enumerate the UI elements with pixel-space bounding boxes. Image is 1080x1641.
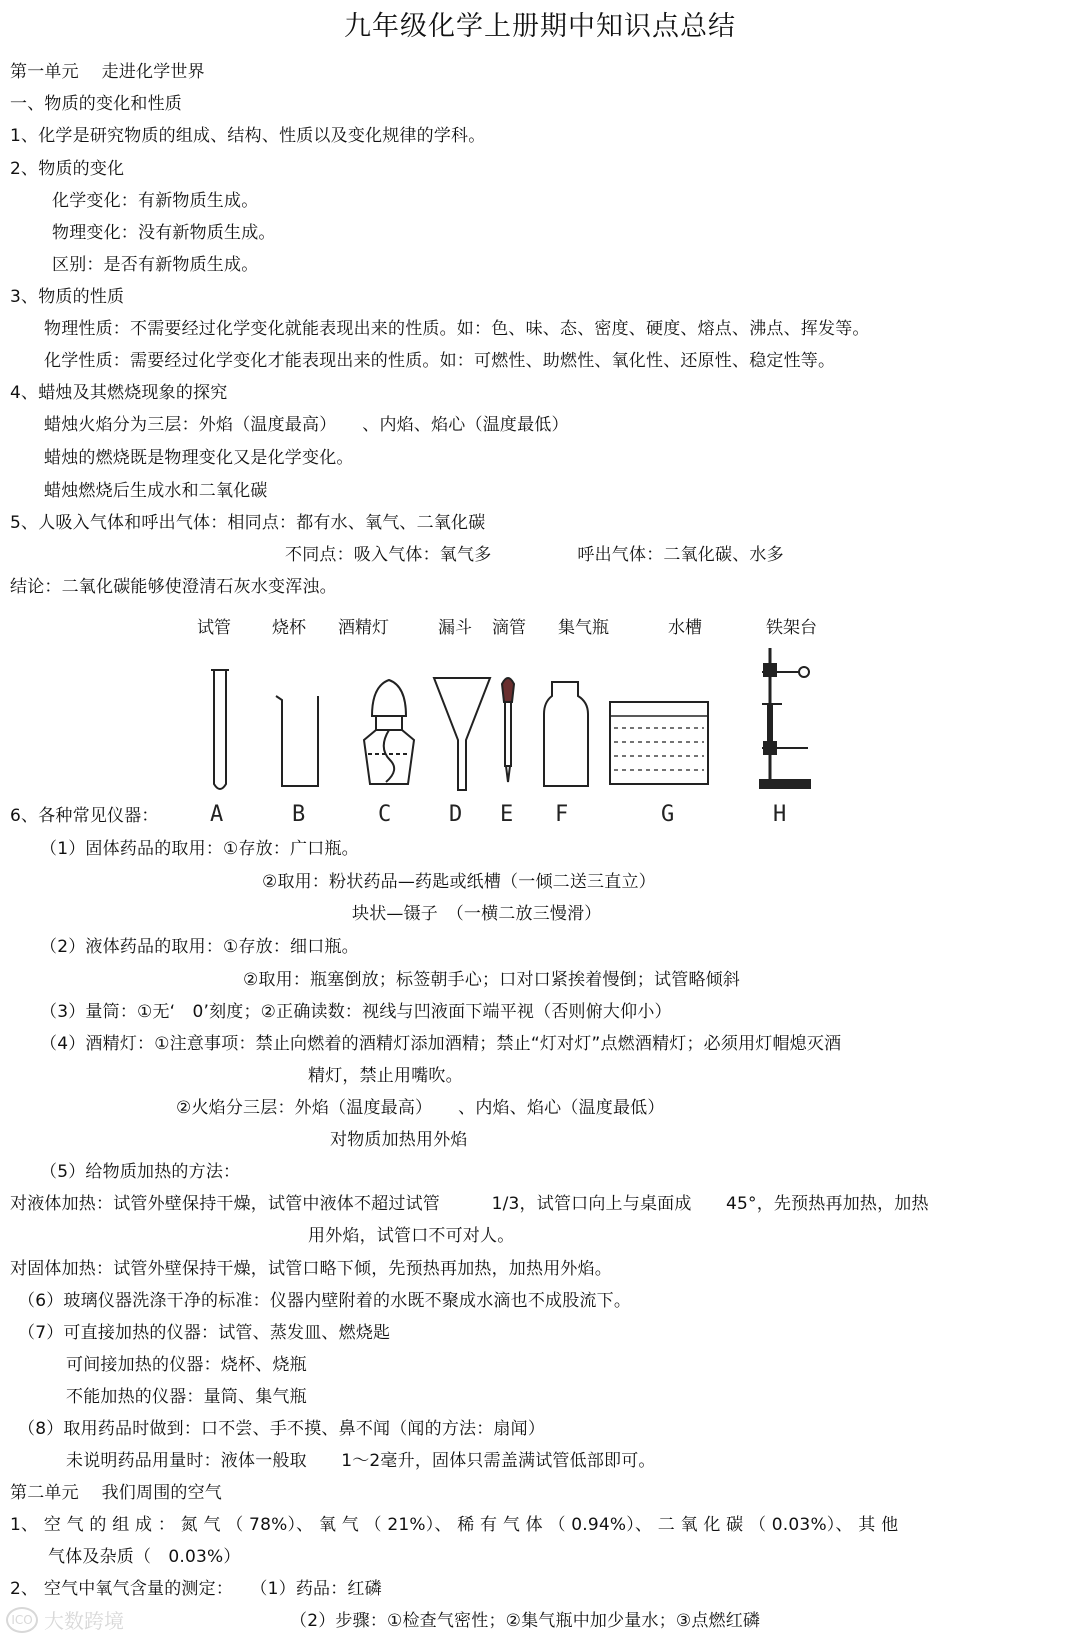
text-line: 4、蜡烛及其燃烧现象的探究 [10, 383, 228, 403]
apparatus-letter-c: C [378, 802, 392, 827]
apparatus-label-water-trough: 水槽 [668, 618, 702, 638]
text-line: 第一单元 走进化学世界 [10, 62, 205, 82]
text-line: 块状—镊子 （一横二放三慢滑） [352, 904, 602, 924]
apparatus-label-iron-stand: 铁架台 [766, 618, 817, 638]
apparatus-letter-f: F [555, 802, 569, 827]
text-line: 6、各种常见仪器： [10, 806, 159, 826]
watermark-text: 大数跨境 [44, 1609, 124, 1633]
text-line: ②取用：瓶塞倒放；标签朝手心；口对口紧挨着慢倒；试管略倾斜 [243, 970, 741, 990]
text-line: （3）量筒：①无‘ 0’刻度；②正确读数：视线与凹液面下端平视（否则俯大仰小） [40, 1002, 672, 1022]
apparatus-label-funnel: 漏斗 [438, 618, 472, 638]
text-line: 3、物质的性质 [10, 287, 125, 307]
apparatus-letter-a: A [210, 802, 224, 827]
text-line: （1）固体药品的取用：①存放：广口瓶。 [40, 839, 359, 859]
text-line: （2）液体药品的取用：①存放：细口瓶。 [40, 937, 359, 957]
text-line: 对液体加热：试管外壁保持干燥，试管中液体不超过试管 1/3，试管口向上与桌面成 45°，先预热再加热，加热 [10, 1194, 929, 1214]
apparatus-label-dropper: 滴管 [492, 618, 526, 638]
text-line: 对固体加热：试管外壁保持干燥，试管口略下倾，先预热再加热，加热用外焰。 [10, 1259, 612, 1279]
text-line: 5、人吸入气体和呼出气体：相同点：都有水、氧气、二氧化碳 [10, 513, 486, 533]
text-line: （4）酒精灯：①注意事项：禁止向燃着的酒精灯添加酒精；禁止“灯对灯”点燃酒精灯；必须用灯帽熄灭酒 [40, 1034, 842, 1054]
text-line: 2、物质的变化 [10, 159, 125, 179]
text-line: 一、物质的变化和性质 [10, 94, 182, 114]
apparatus-label-beaker: 烧杯 [272, 618, 306, 638]
text-line: （6）玻璃仪器洗涤干净的标准：仪器内壁附着的水既不聚成水滴也不成股流下。 [18, 1291, 632, 1311]
apparatus-letter-d: D [449, 802, 463, 827]
text-line: 1、 空 气 的 组 成 ： 氮 气 （ 78%）、 氧 气 （ 21%）、 稀 有 气 体 （ 0.94%）、 二 氧 化 碳 （ 0.03%）、 其 他 [10, 1515, 899, 1535]
apparatus-letter-g: G [661, 802, 675, 827]
text-line: 化学变化：有新物质生成。 [52, 191, 259, 211]
funnel-drawing [434, 678, 490, 790]
text-line: （5）给物质加热的方法： [40, 1162, 241, 1182]
apparatus-label-gas-jar: 集气瓶 [558, 618, 609, 638]
water-trough-drawing [610, 702, 708, 784]
apparatus-illustration [0, 636, 1080, 796]
watermark-logo-icon: ICO [6, 1607, 38, 1633]
apparatus-letter-b: B [292, 802, 306, 827]
text-line: 物理变化：没有新物质生成。 [52, 223, 276, 243]
apparatus-letter-h: H [773, 802, 787, 827]
alcohol-lamp-drawing [364, 680, 414, 784]
text-line: 不同点：吸入气体：氧气多 呼出气体：二氧化碳、水多 [285, 545, 784, 565]
text-line: 用外焰，试管口不可对人。 [308, 1226, 515, 1246]
text-line: 蜡烛燃烧后生成水和二氧化碳 [44, 481, 268, 501]
text-line: （8）取用药品时做到：口不尝、手不摸、鼻不闻（闻的方法：扇闻） [18, 1419, 546, 1439]
dropper-drawing [502, 678, 514, 782]
text-line: 第二单元 我们周围的空气 [10, 1483, 223, 1503]
text-line: 物理性质：不需要经过化学变化就能表现出来的性质。如：色、味、态、密度、硬度、熔点、沸点、挥发等。 [44, 319, 870, 339]
text-line: （2）步骤：①检查气密性；②集气瓶中加少量水；③点燃红磷 [290, 1611, 761, 1631]
text-line: （7）可直接加热的仪器：试管、蒸发皿、燃烧匙 [18, 1323, 391, 1343]
text-line: 精灯，禁止用嘴吹。 [308, 1066, 463, 1086]
gas-jar-drawing [544, 682, 588, 786]
apparatus-label-alcohol-lamp: 酒精灯 [338, 618, 389, 638]
apparatus-label-test-tube: 试管 [197, 618, 231, 638]
apparatus-letter-e: E [500, 802, 514, 827]
page-title: 九年级化学上册期中知识点总结 [344, 11, 736, 42]
test-tube-drawing [214, 670, 226, 789]
iron-stand-drawing [760, 648, 810, 788]
text-line: 未说明药品用量时：液体一般取 1～2毫升，固体只需盖满试管低部即可。 [66, 1451, 656, 1471]
text-line: 蜡烛的燃烧既是物理变化又是化学变化。 [44, 448, 354, 468]
text-line: 可间接加热的仪器：烧杯、烧瓶 [66, 1355, 307, 1375]
text-line: 化学性质：需要经过化学变化才能表现出来的性质。如：可燃性、助燃性、氧化性、还原性、稳定性等。 [44, 351, 836, 371]
text-line: ②取用：粉状药品—药匙或纸槽（一倾二送三直立） [262, 872, 656, 892]
text-line: 区别：是否有新物质生成。 [52, 255, 259, 275]
beaker-drawing [276, 696, 318, 786]
text-line: 蜡烛火焰分为三层：外焰（温度最高） 、内焰、焰心（温度最低） [44, 415, 569, 435]
text-line: 气体及杂质（ 0.03%） [48, 1547, 241, 1567]
text-line: 结论：二氧化碳能够使澄清石灰水变浑浊。 [10, 577, 337, 597]
text-line: 2、 空气中氧气含量的测定： （1）药品：红磷 [10, 1579, 382, 1599]
text-line: 对物质加热用外焰 [330, 1130, 468, 1150]
text-line: 不能加热的仪器：量筒、集气瓶 [66, 1387, 307, 1407]
text-line: ②火焰分三层：外焰（温度最高） 、内焰、焰心（温度最低） [176, 1098, 665, 1118]
watermark [6, 1605, 124, 1634]
text-line: 1、化学是研究物质的组成、结构、性质以及变化规律的学科。 [10, 126, 486, 146]
